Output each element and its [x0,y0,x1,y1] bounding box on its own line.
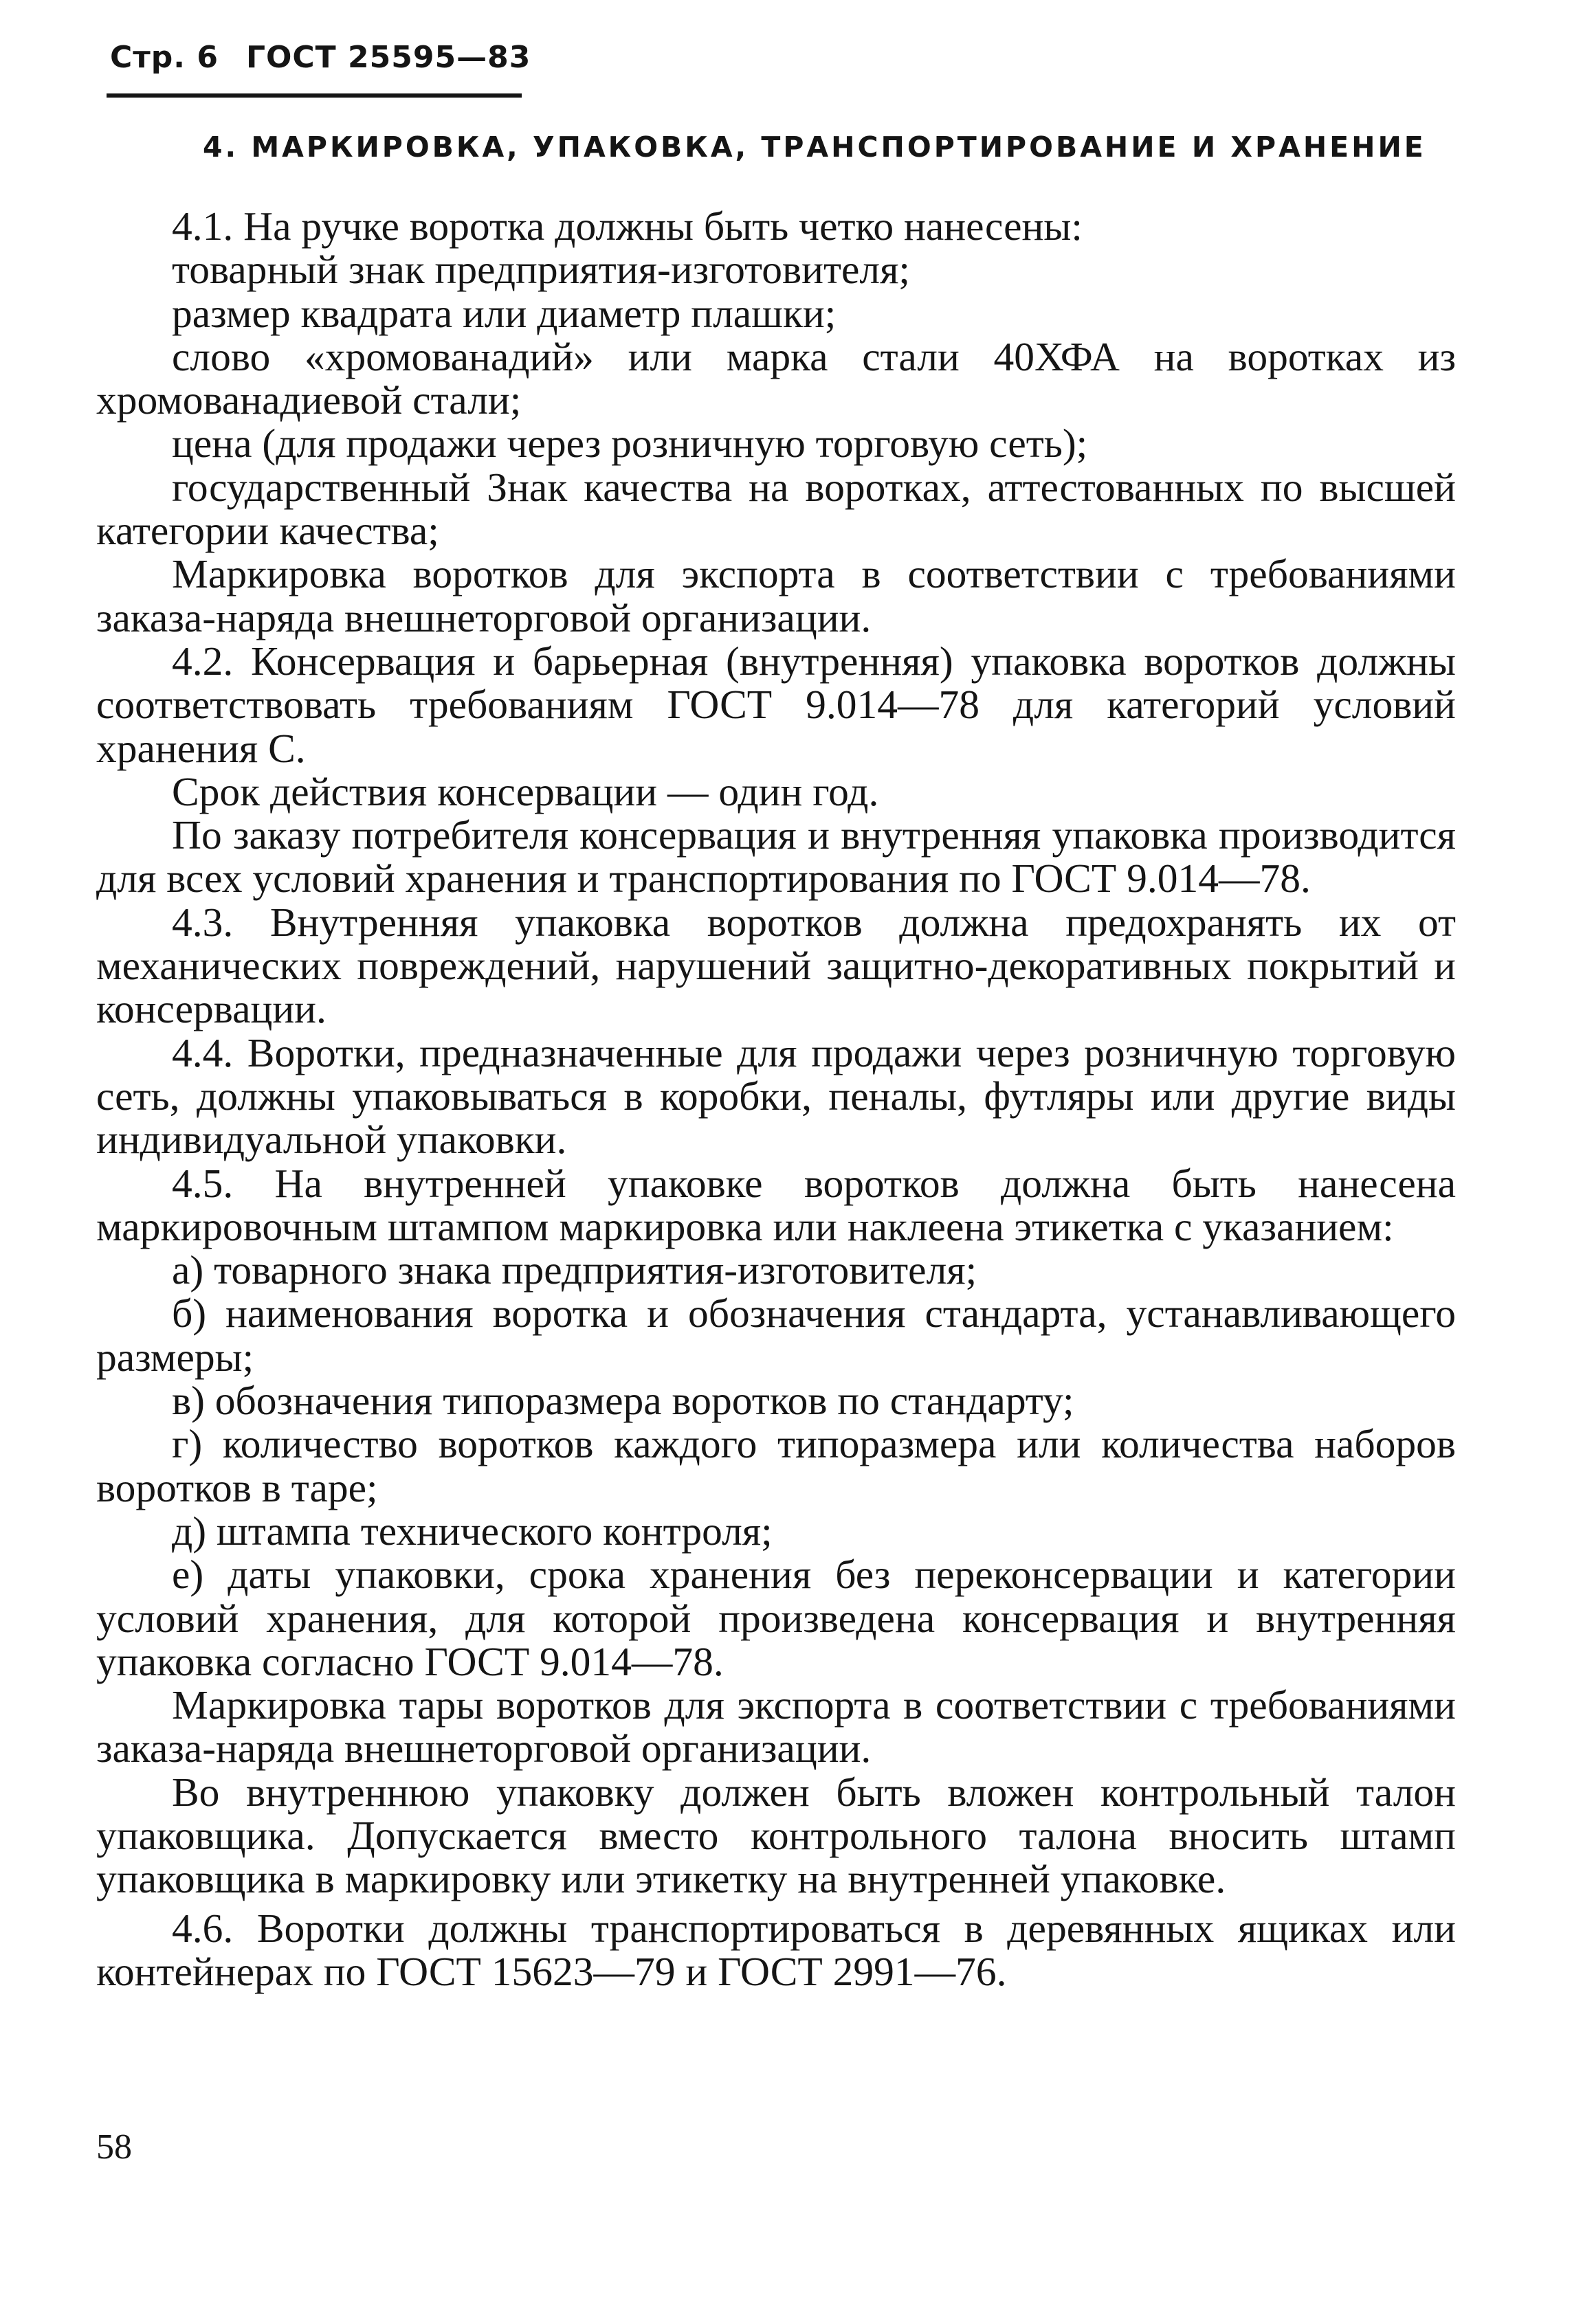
clause-4-5-item: в) обозначения типоразмера воротков по стандарту; [172,1378,1074,1424]
clause-4-3: 4.3. Внутренняя упаковка воротков должна предохранять их от механических повреждений, нарушений защитно-декоративных покрытий и консервации. [96,899,1456,1032]
clause-4-1-item: цена (для продажи через розничную торговую сеть); [172,421,1088,467]
clause-4-5: 4.5. На внутренней упаковке воротков должна быть нанесена маркировочным штампом маркировка или наклеена этикетка с указанием: [96,1160,1456,1249]
page-number: 58 [96,2127,132,2167]
clause-4-5-talon: Во внутреннюю упаковку должен быть вложен контрольный талон упаковщика. Допускается вместо контрольного талона вносить штамп упаковщика в маркировку или этикетку на внутренней упаковке. [96,1769,1456,1902]
clause-4-2-term: Срок действия консервации — один год. [172,768,879,814]
clause-4-1-export: Маркировка воротков для экспорта в соответствии с требованиями заказа-наряда внешнеторговой организации. [96,551,1456,640]
header-rule [107,93,522,98]
section-title: 4. МАРКИРОВКА, УПАКОВКА, ТРАНСПОРТИРОВАНИЕ И ХРАНЕНИЕ [203,131,1426,164]
clause-4-1-item: товарный знак предприятия-изготовителя; [172,247,910,293]
clause-4-6: 4.6. Воротки должны транспортироваться в деревянных ящиках или контейнерах по ГОСТ 15623—79 и ГОСТ 2991—76. [96,1905,1456,1994]
clause-4-5-export: Маркировка тары воротков для экспорта в соответствии с требованиями заказа-наряда внешнеторговой организации. [96,1682,1456,1772]
clause-4-4: 4.4. Воротки, предназначенные для продажи через розничную торговую сеть, должны упаковываться в коробки, пеналы, футляры или другие виды индивидуальной упаковки. [96,1029,1456,1163]
clause-4-5-item: д) штампа технического контроля; [172,1508,773,1554]
clause-4-1-item: слово «хромованадий» или марка стали 40ХФА на воротках из хромованадиевой стали; [96,333,1456,423]
clause-4-5-item: г) количество воротков каждого типоразмера или количества наборов воротков в таре; [96,1421,1456,1510]
document-body [96,205,1456,1993]
page-header [110,40,531,75]
clause-4-5-item: а) товарного знака предприятия-изготовителя; [172,1247,977,1293]
clause-4-2-order: По заказу потребителя консервация и внутренняя упаковка производится для всех условий хранения и транспортирования по ГОСТ 9.014—78. [96,812,1456,902]
clause-4-5-item: е) даты упаковки, срока хранения без переконсервации и категории условий хранения, для которой произведена консервация и внутренняя упаковка согласно ГОСТ 9.014—78. [96,1552,1456,1684]
standard-designation: ГОСТ 25595—83 [245,40,531,75]
clause-4-5-item: б) наименования воротка и обозначения стандарта, устанавливающего размеры; [96,1291,1456,1380]
clause-4-1-item: государственный Знак качества на воротках, аттестованных по высшей категории качества; [96,464,1456,554]
clause-4-1-item: размер квадрата или диаметр плашки; [172,290,837,336]
clause-4-2: 4.2. Консервация и барьерная (внутренняя) упаковка воротков должны соответствовать требованиям ГОСТ 9.014—78 для категорий условий хранения С. [96,638,1456,771]
clause-4-1: 4.1. На ручке воротка должны быть четко нанесены: [172,203,1083,249]
page-label: Стр. 6 [110,40,219,75]
